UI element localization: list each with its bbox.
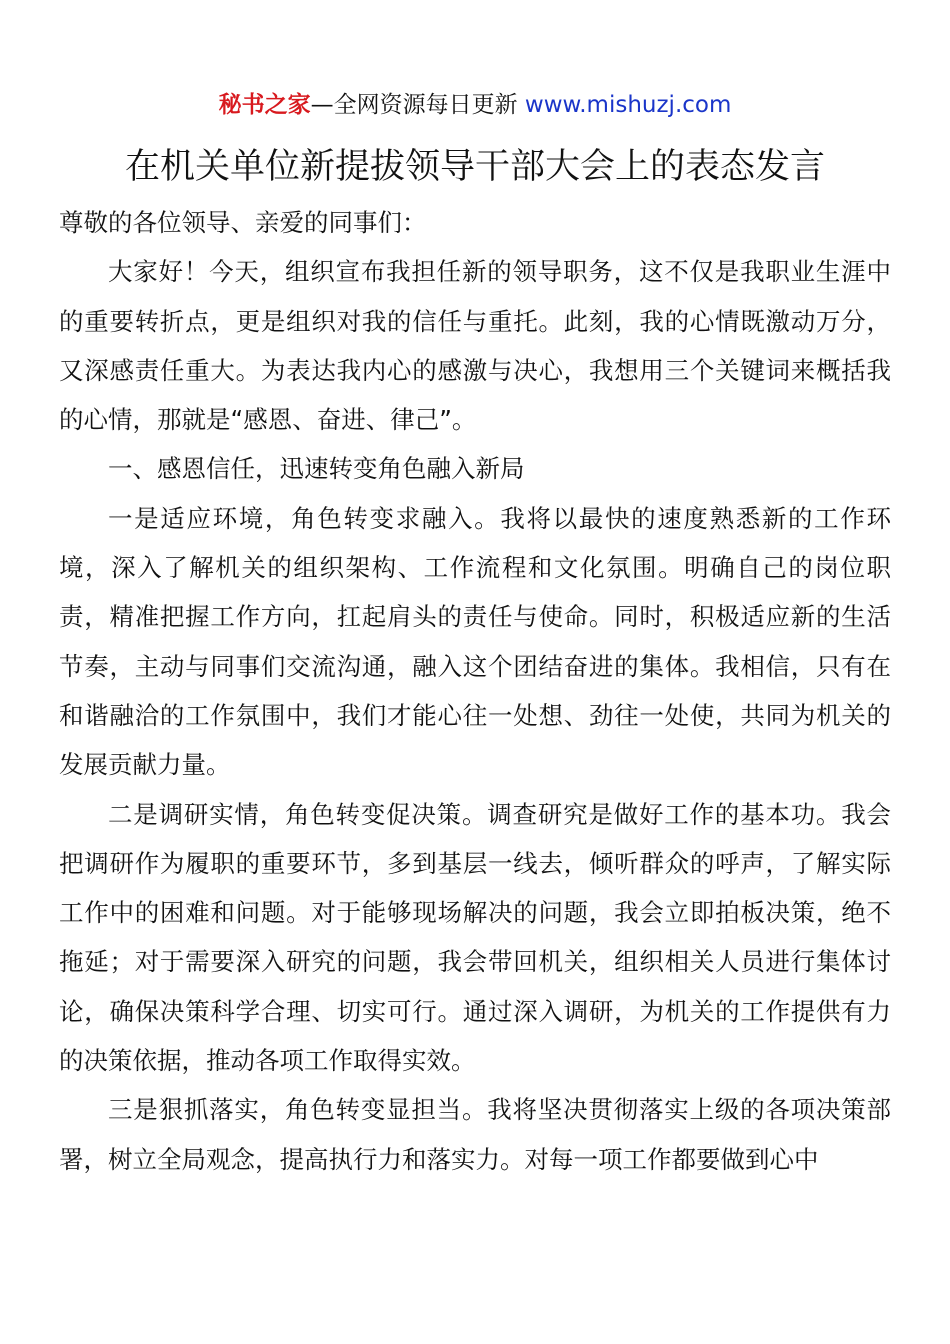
paragraph-item: 一是适应环境，角色转变求融入。我将以最快的速度熟悉新的工作环境，深入了解机关的组织架构、工作流程和文化氛围。明确自己的岗位职责，精准把握工作方向，扛起肩头的责任与使命。同时，积极适应新的生活节奏，主动与同事们交流沟通，融入这个团结奋进的集体。我相信，只有在和谐融洽的工作氛围中，我们才能心往一处想、劲往一处使，共同为机关的发展贡献力量。	[59, 503, 891, 780]
site-url-link[interactable]: www.mishuzj.com	[524, 92, 732, 118]
salutation: 尊敬的各位领导、亲爱的同事们：	[59, 208, 427, 237]
brand-name: 秘书之家	[218, 92, 311, 118]
paragraph-item: 三是狠抓落实，角色转变显担当。我将坚决贯彻落实上级的各项决策部署，树立全局观念，提高执行力和落实力。对每一项工作都要做到心中	[59, 1095, 891, 1174]
site-header	[0, 88, 950, 122]
paragraph-item: 二是调研实情，角色转变促决策。调查研究是做好工作的基本功。我会把调研作为履职的重要环节，多到基层一线去，倾听群众的呼声，了解实际工作中的困难和问题。对于能够现场解决的问题，我会立即拍板决策，绝不拖延；对于需要深入研究的问题，我会带回机关，组织相关人员进行集体讨论，确保决策科学合理、切实可行。通过深入调研，为机关的工作提供有力的决策依据，推动各项工作取得实效。	[59, 799, 891, 1076]
paragraph-intro: 大家好！今天，组织宣布我担任新的领导职务，这不仅是我职业生涯中的重要转折点，更是组织对我的信任与重托。此刻，我的心情既激动万分，又深感责任重大。为表达我内心的感激与决心，我想用三个关键词来概括我的心情，那就是“感恩、奋进、律己”。	[59, 257, 891, 435]
section-heading: 一、感恩信任，迅速转变角色融入新局	[108, 454, 525, 484]
header-tagline: —全网资源每日更新	[310, 92, 518, 118]
document-body	[59, 198, 891, 1184]
document-title: 在机关单位新提拔领导干部大会上的表态发言	[124, 147, 825, 187]
